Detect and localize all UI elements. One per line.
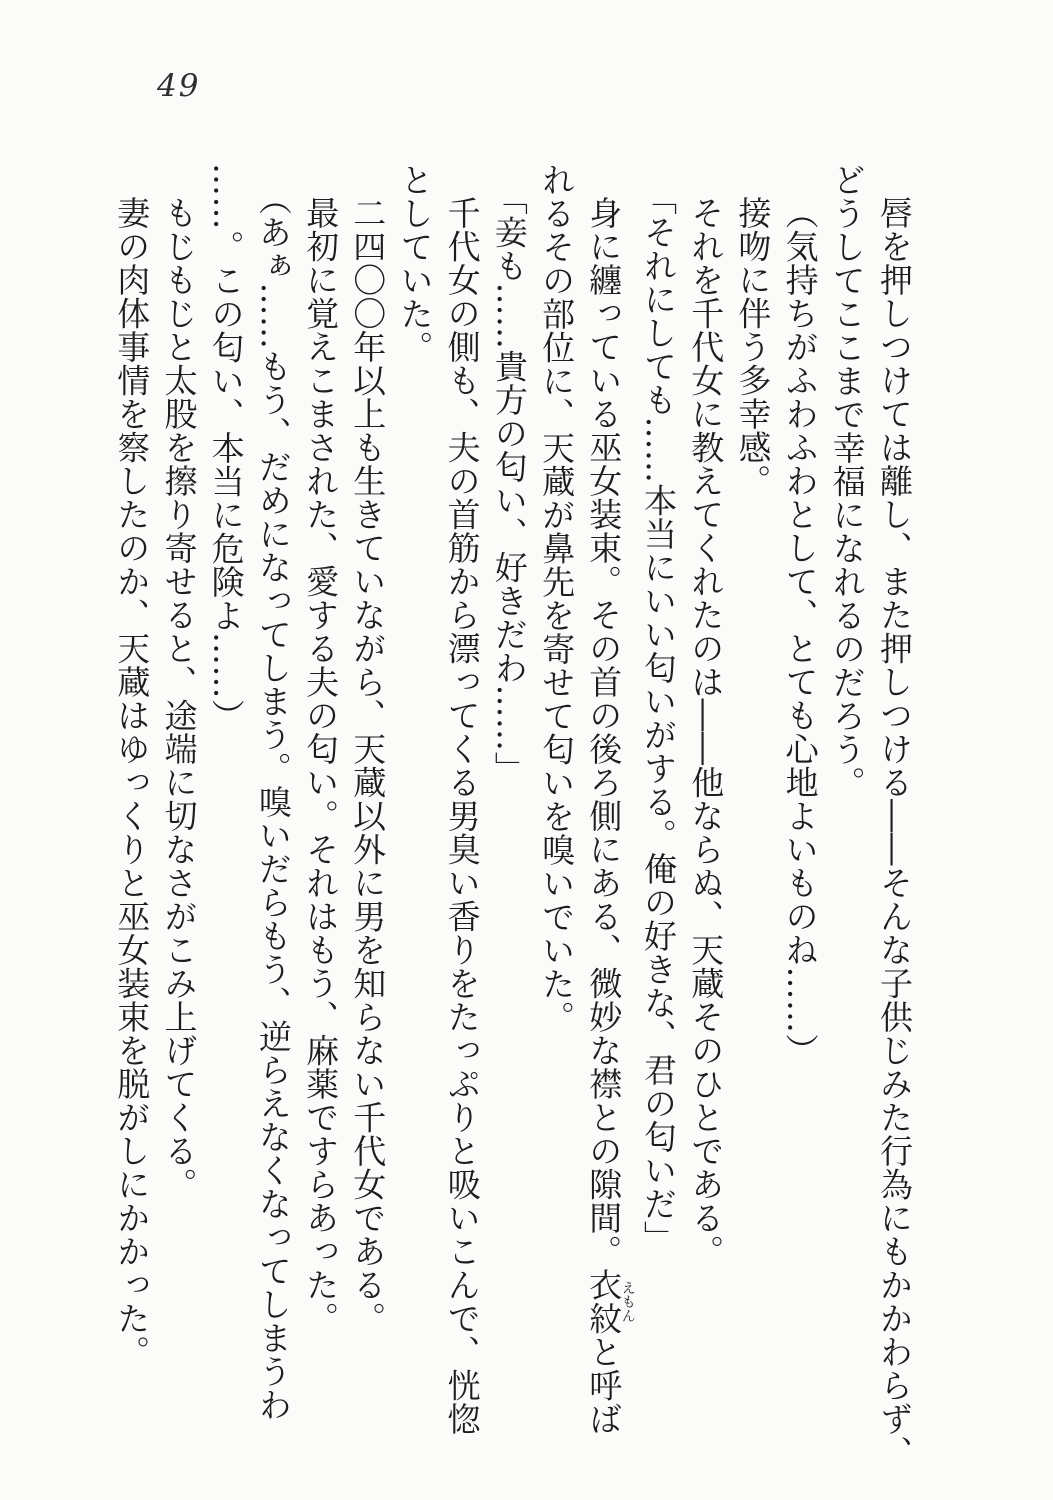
paragraph-12: もじもじと太股を擦り寄せると、途端に切なさがこみ上げてくる。 [159, 196, 199, 1201]
paragraph-11-thought: （あぁ……もう、だめになってしまう。嗅いだらもう、逆らえなくなってしまうわ [253, 182, 293, 1422]
paragraph-6-pre: 身に纏っている巫女装束。その首の後ろ側にある、微妙な襟との隙間。 [584, 196, 624, 1268]
paragraph-6-post: と呼ば [584, 1335, 624, 1436]
paragraph-11-cont: ……。この匂い、本当に危険よ……） [206, 163, 246, 733]
paragraph-7-dialogue: 「妾も……貴方の匂い、好きだわ……」 [489, 182, 529, 785]
page-number: 49 [157, 68, 201, 104]
paragraph-9: 二四〇〇年以上も生きていながら、天蔵以外に男を知らない千代女である。 [348, 196, 388, 1335]
paragraph-13: 妻の肉体事情を察したのか、天蔵はゆっくりと巫女装束を脱がしにかかった。 [112, 196, 152, 1369]
paragraph-3: 接吻に伴う多幸感。 [733, 196, 773, 498]
ruby-emon-base: 衣紋 [584, 1268, 624, 1335]
ruby-emon [584, 1268, 636, 1335]
ruby-emon-furigana: えもん [619, 1268, 636, 1335]
paragraph-1-cont: どうしてここまで幸福になれるのだろう。 [827, 163, 867, 800]
text-block [112, 163, 918, 1478]
paragraph-6 [580, 163, 635, 1478]
paragraph-4: それを千代女に教えてくれたのは――他ならぬ、天蔵そのひとである。 [686, 196, 726, 1268]
paragraph-8-cont: としていた。 [395, 163, 435, 364]
paragraph-6-cont: れるその部位に、天蔵が鼻先を寄せて匂いを嗅いでいた。 [537, 163, 577, 1034]
paragraph-2: （気持ちがふわふわとして、とても心地よいものね……） [780, 196, 820, 1067]
paragraph-5-dialogue: 「それにしても……本当にいい匂いがする。俺の好きな、君の匂いだ」 [638, 182, 678, 1254]
paragraph-8: 千代女の側も、夫の首筋から漂ってくる男臭い香りをたっぷりと吸いこんで、恍惚 [442, 196, 482, 1436]
paragraph-10: 最初に覚えこまされた、愛する夫の匂い。それはもう、麻薬ですらあった。 [301, 196, 341, 1335]
paragraph-1: 唇を押しつけては離し、また押しつける――そんな子供じみた行為にもかかわらず、 [875, 196, 914, 1469]
